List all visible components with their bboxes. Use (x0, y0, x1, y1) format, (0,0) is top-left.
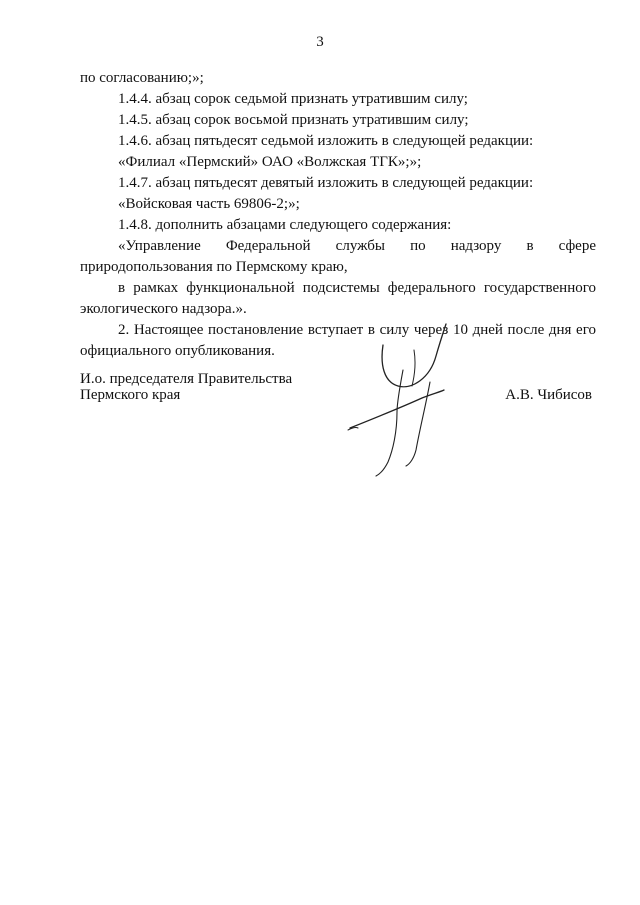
paragraph-quote-filial: «Филиал «Пермский» ОАО «Волжская ТГК»;»; (118, 154, 422, 170)
paragraph-1-4-7: 1.4.7. абзац пятьдесят девятый изложить в следующей редакции: (118, 175, 534, 191)
paragraph-1-4-5: 1.4.5. абзац сорок восьмой признать утратившим силу; (118, 112, 469, 128)
page-number: 3 (316, 34, 324, 50)
paragraph-1-4-6: 1.4.6. абзац пятьдесят седьмой изложить в следующей редакции: (118, 133, 534, 149)
paragraph-continuation: по согласованию;»; (80, 70, 204, 86)
paragraph-quote-military-unit: «Войсковая часть 69806-2;»; (118, 196, 300, 212)
signer-title: И.о. председателя Правительства (80, 371, 293, 387)
paragraph-1-4-8: 1.4.8. дополнить абзацами следующего содержания: (118, 217, 452, 233)
paragraph-1-4-4: 1.4.4. абзац сорок седьмой признать утратившим силу; (118, 91, 468, 107)
paragraph-quote-directorate: «Управление Федеральной службы по надзору в сфере природопользования по Пермскому краю, (80, 238, 596, 275)
signer-name: А.В. Чибисов (505, 387, 592, 403)
document-body (80, 68, 596, 362)
paragraph-2-effective-date: 2. Настоящее постановление вступает в силу через 10 дней после дня его официального опубликования. (80, 322, 596, 359)
paragraph-ecological-supervision: в рамках функциональной подсистемы федерального государственного экологического надзора.». (80, 280, 596, 317)
signature-block (80, 371, 596, 403)
handwritten-signature (340, 320, 460, 480)
signer-region: Пермского края (80, 387, 181, 403)
